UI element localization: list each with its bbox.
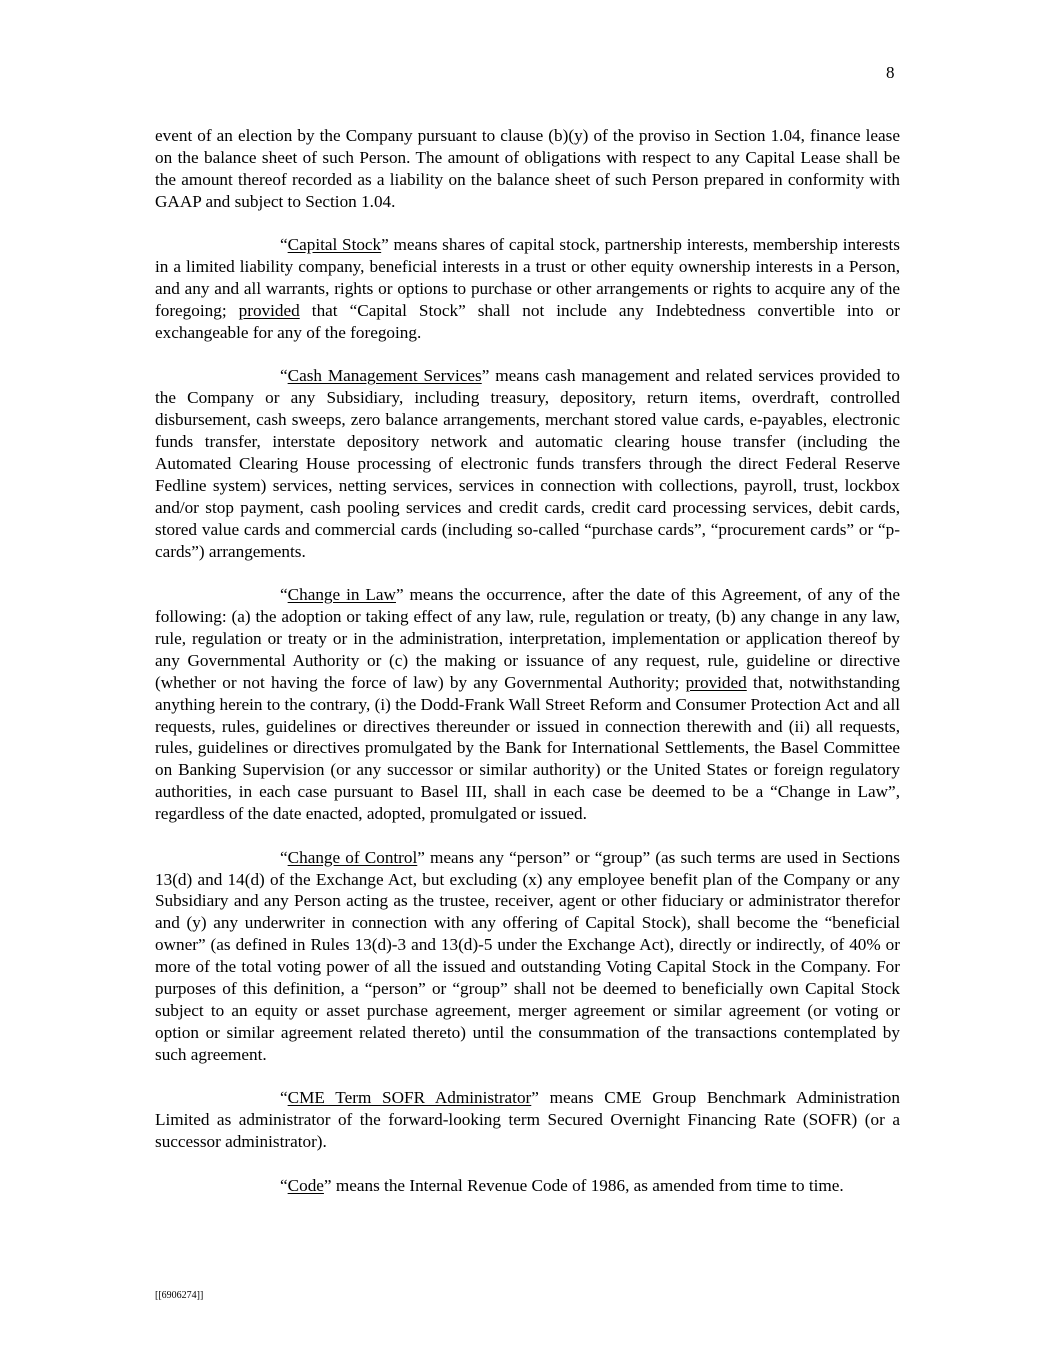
definition-change-in-law xyxy=(155,584,900,825)
definition-text: ” means CME Group Benchmark Administration Limited as administrator of the forward-looking term Secured Overnight Financing Rate (SOFR) (or a successor administrator). xyxy=(155,1088,900,1152)
proviso-word: provided xyxy=(238,300,300,320)
open-quote: “ xyxy=(280,585,288,605)
definition-text: ” means any “person” or “group” (as such terms are used in Sections 13(d) and 14(d) of the Exchange Act, but excluding (x) any employee benefit plan of the Company or any Subsidiary and any Person acting as the trustee, receiver, agent or other fiduciary or administrator therefor and (y) any underwriter in connection with any offering of Capital Stock), shall become the “beneficial owner” (as defined in Rules 13(d)-3 and 13(d)-5 under the Exchange Act), directly or indirectly, of 40% or more of the total voting power of all the issued and outstanding Voting Capital Stock in the Company. For purposes of this definition, a “person” or “group” shall not be deemed to beneficially own Capital Stock subject to an equity or asset purchase agreement, merger agreement or similar agreement (or voting or option or similar agreement related thereto) until the consummation of the transactions contemplated by such agreement. xyxy=(155,847,900,1064)
definition-cash-management-services xyxy=(155,365,900,562)
document-id-footer: [[6906274]] xyxy=(155,1290,204,1301)
page-number: 8 xyxy=(886,63,895,82)
document-body xyxy=(155,125,900,1218)
defined-term: Capital Stock xyxy=(287,235,382,255)
definition-text: ” means the occurrence, after the date of this Agreement, of any of the following: (a) the adoption or taking effect of any law, rule, regulation or treaty, (b) any change in any law, rule, regulation or treaty or in the administration, interpretation, implementation or application thereof by any Governmental Authority or (c) the making or issuance of any request, rule, guideline or directive (whether or not having the force of law) by any Governmental Authority; xyxy=(155,585,900,692)
definition-text: ” means the Internal Revenue Code of 1986, as amended from time to time. xyxy=(323,1175,844,1195)
definition-change-of-control xyxy=(155,847,900,1066)
definition-text: ” means shares of capital stock, partnership interests, membership interests in a limited liability company, beneficial interests in a trust or other equity ownership interests in a Person, and any and all warrants, rights or options to purchase or other arrangements or rights to acquire any of the foregoing; xyxy=(155,235,900,320)
proviso-word: provided xyxy=(685,672,747,692)
open-quote: “ xyxy=(280,847,288,867)
open-quote: “ xyxy=(280,235,288,255)
definition-code xyxy=(155,1175,900,1197)
open-quote: “ xyxy=(280,1088,288,1108)
defined-term: Change in Law xyxy=(287,585,396,605)
defined-term: Cash Management Services xyxy=(287,366,482,386)
definition-text-continued: that, notwithstanding anything herein to the contrary, (i) the Dodd-Frank Wall Street Reform and Consumer Protection Act and all requests, rules, guidelines or directives thereunder or issued in connection therewith and (ii) all requests, rules, guidelines or directives promulgated by the Bank for International Settlements, the Basel Committee on Banking Supervision (or any successor or similar authority) or the United States or foreign regulatory authorities, in each case pursuant to Basel III, shall in each case be deemed to be a “Change in Law”, regardless of the date enacted, adopted, promulgated or issued. xyxy=(155,672,900,824)
paragraph-capital-lease-continuation xyxy=(155,125,900,213)
open-quote: “ xyxy=(280,1175,288,1195)
open-quote: “ xyxy=(280,366,288,386)
defined-term: CME Term SOFR Administrator xyxy=(287,1088,532,1108)
defined-term: Code xyxy=(287,1175,324,1195)
definition-text-continued: that “Capital Stock” shall not include any Indebtedness convertible into or exchangeable for any of the foregoing. xyxy=(155,300,900,342)
paragraph-text: event of an election by the Company pursuant to clause (b)(y) of the proviso in Section 1.04, finance lease on the balance sheet of such Person. The amount of obligations with respect to any Capital Lease shall be the amount thereof recorded as a liability on the balance sheet of such Person prepared in conformity with GAAP and subject to Section 1.04. xyxy=(155,126,900,211)
defined-term: Change of Control xyxy=(287,847,418,867)
definition-text: ” means cash management and related services provided to the Company or any Subsidiary, including treasury, depository, return items, overdraft, controlled disbursement, cash sweeps, zero balance arrangements, merchant stored value cards, e-payables, electronic funds transfer, interstate depository network and automatic clearing house transfer (including the Automated Clearing House processing of electronic funds transfers through the direct Federal Reserve Fedline system) services, netting services, services in connection with collections, payroll, trust, lockbox and/or stop payment, cash pooling services and credit cards, credit card processing services, debit cards, stored value cards and commercial cards (including so-called “purchase cards”, “procurement cards” or “p-cards”) arrangements. xyxy=(155,366,900,561)
definition-cme-term-sofr-administrator xyxy=(155,1087,900,1153)
definition-capital-stock xyxy=(155,234,900,344)
